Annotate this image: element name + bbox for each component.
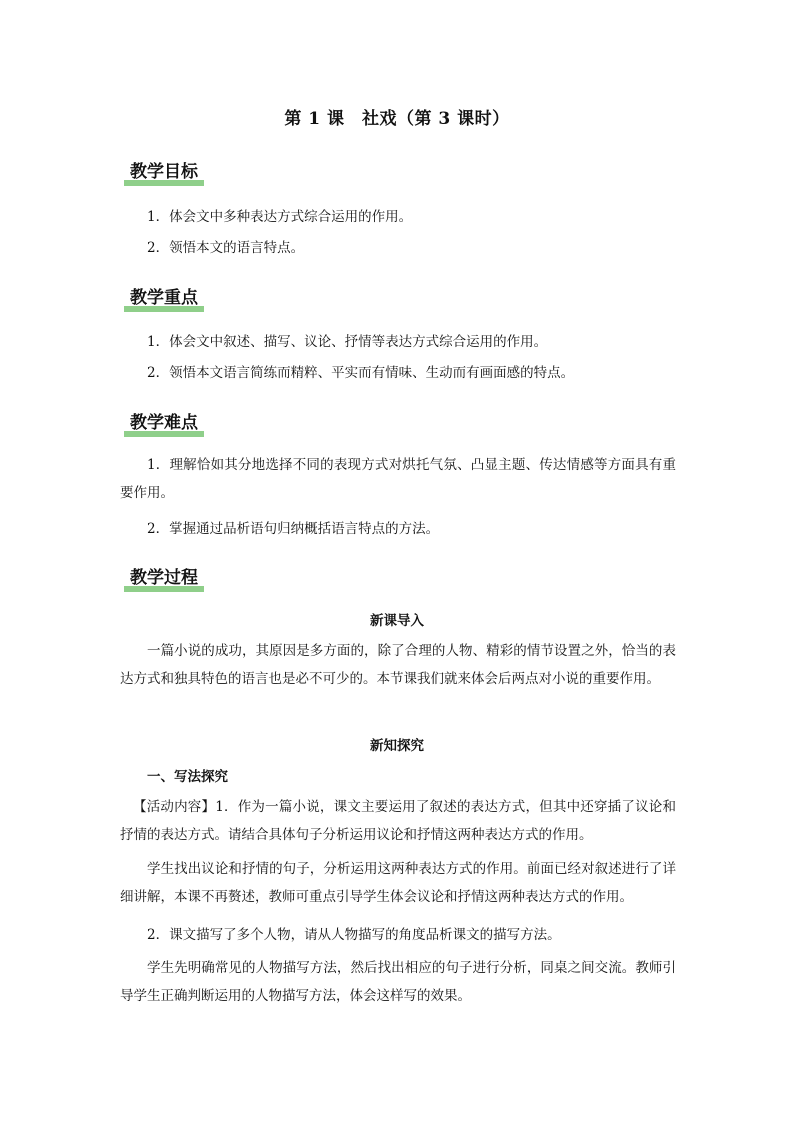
section-heading-difficulties — [124, 412, 204, 434]
heading-text: 教学目标 — [130, 162, 198, 182]
difficulty-item-2: 2．掌握通过品析语句归纳概括语言特点的方法。 — [147, 521, 440, 537]
section-heading-key-points — [124, 287, 204, 309]
heading-text: 教学难点 — [130, 413, 198, 433]
activity-2-response-paragraph: 学生先明确常见的人物描写方法，然后找出相应的句子进行分析，同桌之间交流。教师引导学生正确判断运用的人物描写方法，体会这样写的效果。 — [120, 960, 676, 1004]
section-heading-process — [124, 567, 204, 589]
section-heading-goals — [124, 161, 204, 183]
activity-1-response-paragraph: 学生找出议论和抒情的句子，分析运用这两种表达方式的作用。前面已经对叙述进行了详细讲解，本课不再赘述，教师可重点引导学生体会议论和抒情这两种表达方式的作用。 — [120, 861, 676, 905]
activity-1-paragraph: 【活动内容】1．作为一篇小说，课文主要运用了叙述的表达方式，但其中还穿插了议论和抒情的表达方式。请结合具体句子分析运用议论和抒情这两种表达方式的作用。 — [120, 799, 676, 843]
heading-text: 教学重点 — [130, 288, 198, 308]
activity-2-paragraph: 2．课文描写了多个人物，请从人物描写的角度品析课文的描写方法。 — [147, 927, 561, 943]
subheading-explore: 新知探究 — [370, 738, 424, 754]
intro-paragraph: 一篇小说的成功，其原因是多方面的，除了合理的人物、精彩的情节设置之外，恰当的表达方式和独具特色的语言也是必不可少的。本节课我们就来体会后两点对小说的重要作用。 — [120, 643, 676, 687]
page-title: 第 1 课 社戏（第 3 课时） — [284, 109, 510, 129]
goal-item-2: 2．领悟本文的语言特点。 — [147, 240, 305, 256]
subheading-intro: 新课导入 — [370, 613, 424, 629]
key-point-item-1: 1．体会文中叙述、描写、议论、抒情等表达方式综合运用的作用。 — [147, 334, 548, 350]
subheading-writing-method: 一、写法探究 — [147, 769, 228, 785]
key-point-item-2: 2．领悟本文语言简练而精粹、平实而有情味、生动而有画面感的特点。 — [147, 365, 575, 381]
heading-text: 教学过程 — [130, 568, 198, 588]
difficulty-item-1: 1．理解恰如其分地选择不同的表现方式对烘托气氛、凸显主题、传达情感等方面具有重要作用。 — [120, 457, 676, 501]
goal-item-1: 1．体会文中多种表达方式综合运用的作用。 — [147, 209, 413, 225]
